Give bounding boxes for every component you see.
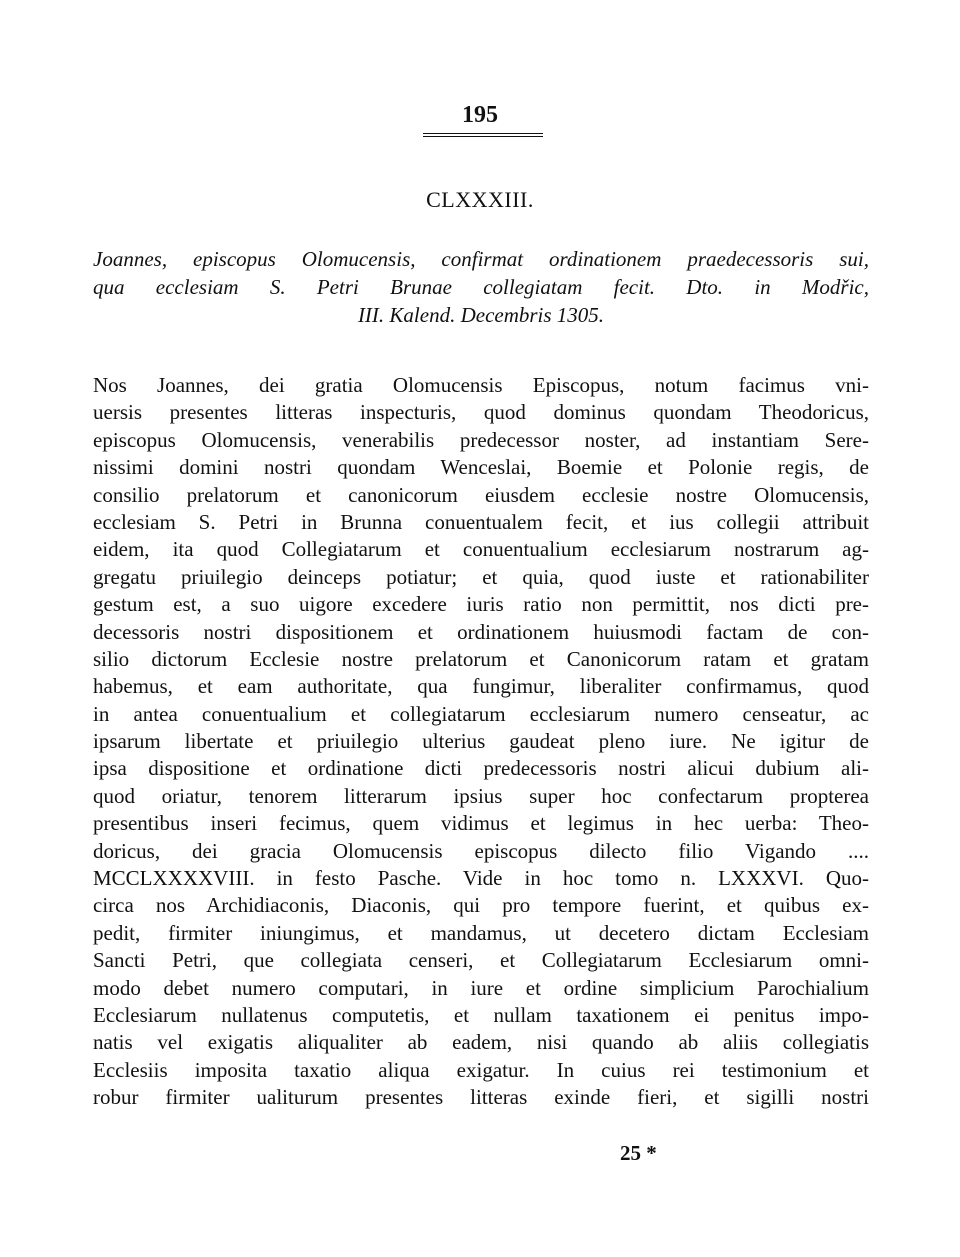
document-heading xyxy=(93,245,869,329)
body-line: Nos Joannes, dei gratia Olomucensis Episcopus, notum facimus vni- xyxy=(93,373,869,397)
body-line: nissimi domini nostri quondam Wenceslai, Boemie et Polonie regis, de xyxy=(93,455,869,480)
body-line: consilio prelatorum et canonicorum eiusdem ecclesie nostre Olomucensis, xyxy=(93,482,869,507)
body-line: eidem, ita quod Collegiatarum et conuentualium ecclesiarum nostrarum ag- xyxy=(93,537,869,562)
page-number: 195 xyxy=(462,102,498,128)
body-line: Ecclesiis imposita taxatio aliqua exigatur. In cuius rei testimonium et xyxy=(93,1057,869,1082)
body-line: natis vel exigatis aliqualiter ab eadem, nisi quando ab aliis collegiatis xyxy=(93,1030,869,1055)
body-line: robur firmiter ualiturum presentes litteras exinde fieri, et sigilli nostri xyxy=(93,1085,869,1110)
body-line: decessoris nostri dispositionem et ordinationem huiusmodi factam de con- xyxy=(93,619,869,644)
body-line: pedit, firmiter iniungimus, et mandamus, ut decetero dictam Ecclesiam xyxy=(93,920,869,945)
body-line: doricus, dei gracia Olomucensis episcopus dilecto filio Vigando .... xyxy=(93,838,869,863)
heading-line: III. Kalend. Decembris 1305. xyxy=(357,303,605,327)
body-line: modo debet numero computari, in iure et ordine simplicium Parochialium xyxy=(93,975,869,1000)
document-body xyxy=(93,372,869,1112)
heading-line: Joannes, episcopus Olomucensis, confirmat ordinationem praedecessoris sui, xyxy=(93,247,869,271)
catchword: 25 * xyxy=(620,1141,657,1165)
body-line: circa nos Archidiaconis, Diaconis, qui pro tempore fuerint, et quibus ex- xyxy=(93,893,869,918)
body-line: ipsa dispositione et ordinatione dicti predecessoris nostri alicui dubium ali- xyxy=(93,756,869,781)
body-line: uersis presentes litteras inspecturis, quod dominus quondam Theodoricus, xyxy=(93,400,869,425)
body-line: silio dictorum Ecclesie nostre prelatorum et Canonicorum ratam et gratam xyxy=(93,646,869,671)
body-line: gregatu priuilegio deinceps potiatur; et quia, quod iuste et rationabiliter xyxy=(93,564,869,589)
heading-line: qua ecclesiam S. Petri Brunae collegiatam fecit. Dto. in Modřic, xyxy=(93,275,869,299)
body-line: Sancti Petri, que collegiata censeri, et Collegiatarum Ecclesiarum omni- xyxy=(93,948,869,973)
body-line: ecclesiam S. Petri in Brunna conuentualem fecit, et ius collegii attribuit xyxy=(93,509,869,534)
body-line: gestum est, a suo uigore excedere iuris ratio non permittit, nos dicti pre- xyxy=(93,592,869,617)
document-number: CLXXXIII. xyxy=(426,187,534,212)
body-line: episcopus Olomucensis, venerabilis predecessor noster, ad instantiam Sere- xyxy=(93,427,869,452)
body-line: Ecclesiarum nullatenus computetis, et nullam taxationem ei penitus impo- xyxy=(93,1002,869,1027)
body-line: in antea conuentualium et collegiatarum ecclesiarum numero censeatur, ac xyxy=(93,701,869,726)
body-line: quod oriatur, tenorem litterarum ipsius super hoc confectarum propterea xyxy=(93,783,869,808)
body-line: MCCLXXXXVIII. in festo Pasche. Vide in hoc tomo n. LXXXVI. Quo- xyxy=(93,866,869,891)
body-line: habemus, et eam authoritate, qua fungimur, liberaliter confirmamus, quod xyxy=(93,674,869,699)
header-rule xyxy=(423,133,543,137)
body-line: presentibus inseri fecimus, quem vidimus et legimus in hec uerba: Theo- xyxy=(93,811,869,836)
body-line: ipsarum libertate et priuilegio ulterius gaudeat pleno iure. Ne igitur de xyxy=(93,729,869,754)
